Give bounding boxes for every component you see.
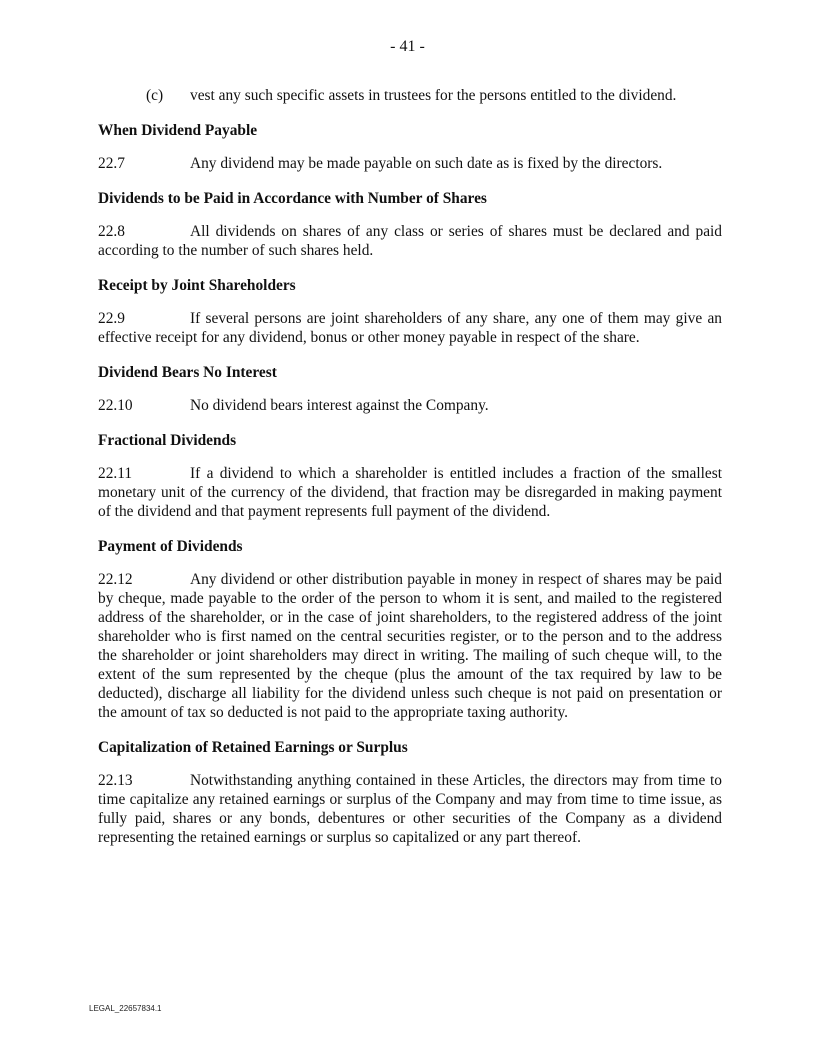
- paragraph-22-13: [98, 771, 722, 847]
- section-heading-22-7: When Dividend Payable: [98, 122, 258, 139]
- paragraph-text: Any dividend may be made payable on such date as is fixed by the directors.: [190, 155, 663, 172]
- page-number: - 41 -: [390, 38, 425, 55]
- section-heading-22-8: Dividends to be Paid in Accordance with Number of Shares: [98, 190, 487, 207]
- paragraph-number: 22.8: [98, 223, 125, 240]
- document-body: [98, 86, 722, 863]
- paragraph-22-8: [98, 222, 722, 260]
- paragraph-22-12: [98, 570, 722, 722]
- paragraph-number: 22.10: [98, 397, 133, 414]
- document-id-footer: LEGAL_22657834.1: [89, 1004, 162, 1013]
- section-heading-22-13: Capitalization of Retained Earnings or Surplus: [98, 739, 408, 756]
- paragraph-text: If a dividend to which a shareholder is entitled includes a fraction of the smallest monetary unit of the currency of the dividend, that fraction may be disregarded in making payment of the dividend and that payment represents full payment of the dividend.: [98, 465, 722, 520]
- paragraph-text: No dividend bears interest against the Company.: [190, 397, 489, 414]
- paragraph-number: 22.13: [98, 772, 133, 789]
- section-heading-22-12: Payment of Dividends: [98, 538, 243, 555]
- sub-item-text: vest any such specific assets in trustees for the persons entitled to the dividend.: [190, 87, 677, 104]
- paragraph-text: All dividends on shares of any class or series of shares must be declared and paid according to the number of such shares held.: [98, 223, 722, 259]
- paragraph-22-7: [98, 154, 722, 173]
- paragraph-22-9: [98, 309, 722, 347]
- section-heading-22-9: Receipt by Joint Shareholders: [98, 277, 296, 294]
- section-heading-22-11: Fractional Dividends: [98, 432, 237, 449]
- paragraph-number: 22.7: [98, 155, 125, 172]
- paragraph-number: 22.9: [98, 310, 125, 327]
- paragraph-text: Any dividend or other distribution payable in money in respect of shares may be paid by cheque, made payable to the order of the person to whom it is sent, and mailed to the registered address of the shareholder, or in the case of joint shareholders, to the registered address of the joint shareholder who is first named on the central securities register, or to the person and to the address the shareholder or joint shareholders may direct in writing. The mailing of such cheque will, to the extent of the sum represented by the cheque (plus the amount of the tax required by law to be deducted), discharge all liability for the dividend unless such cheque is not paid on presentation or the amount of tax so deducted is not paid to the appropriate taxing authority.: [98, 571, 722, 721]
- paragraph-number: 22.11: [98, 465, 133, 482]
- paragraph-22-10: [98, 396, 722, 415]
- paragraph-text: Notwithstanding anything contained in these Articles, the directors may from time to time capitalize any retained earnings or surplus of the Company and may from time to time issue, as fully paid, shares or any bonds, debentures or other securities of the Company as a dividend representing the retained earnings or surplus so capitalized or any part thereof.: [98, 772, 722, 846]
- paragraph-22-11: [98, 464, 722, 521]
- sub-item-c: [98, 86, 722, 105]
- paragraph-number: 22.12: [98, 571, 133, 588]
- paragraph-text: If several persons are joint shareholders of any share, any one of them may give an effective receipt for any dividend, bonus or other money payable in respect of the share.: [98, 310, 722, 346]
- sub-item-label: (c): [146, 87, 164, 104]
- section-heading-22-10: Dividend Bears No Interest: [98, 364, 277, 381]
